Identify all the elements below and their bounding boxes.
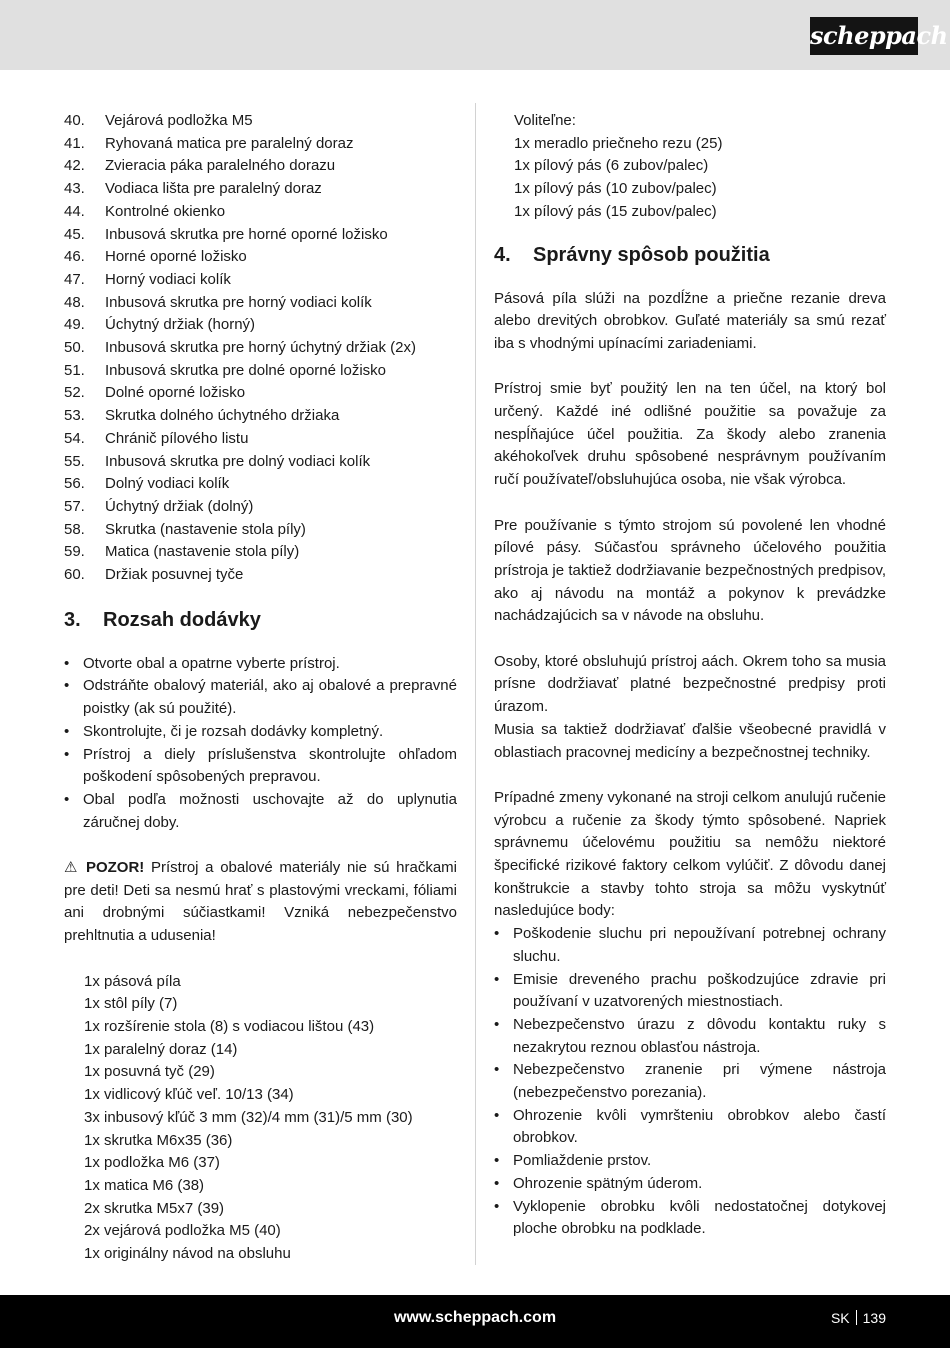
scheppach-logo: scheppach bbox=[810, 17, 918, 55]
optional-accessories bbox=[494, 110, 886, 224]
parts-list-item bbox=[64, 133, 457, 156]
warning-label: ⚠ POZOR! bbox=[64, 859, 145, 877]
parts-list-item bbox=[64, 110, 457, 133]
scope-item: 1x matica M6 (38) bbox=[84, 1176, 205, 1194]
optional-item: 1x meradlo priečneho rezu (25) bbox=[514, 134, 723, 152]
item-label: Úchytný držiak (dolný) bbox=[105, 497, 254, 515]
parts-list-item bbox=[64, 314, 457, 337]
residual-risks-intro: Prípadné zmeny vykonané na stroji celkom anulujú ručenie výrobcu a ručenie za škody týmto spôsobené. Napriek správnemu účelovému použitiu sa nemôžu niektoré špecifické rizikové faktory celkom vylúčiť. Z dôvodu danej konštrukcie a stavby tohto stroja sa môžu vyskytnúť nasledujúce body: bbox=[494, 788, 886, 920]
item-number: 53. bbox=[64, 407, 85, 425]
right-column bbox=[494, 110, 886, 1241]
item-number: 48. bbox=[64, 293, 85, 311]
parts-list-item bbox=[64, 405, 457, 428]
scope-item: 1x podložka M6 (37) bbox=[84, 1154, 220, 1172]
intended-use-paragraph: Osoby, ktoré obsluhujú prístroj aách. Okrem toho sa musia prísne dodržiavať platné bezpečnostné predpisy proti úrazom. bbox=[494, 652, 886, 716]
delivery-scope-list bbox=[64, 971, 457, 1266]
optional-item: 1x pílový pás (6 zubov/palec) bbox=[514, 157, 709, 175]
unpacking-steps-list bbox=[64, 653, 457, 835]
item-number: 59. bbox=[64, 543, 85, 561]
risk-item: • Ohrozenie kvôli vymršteniu obrobkov alebo častí obrobkov. bbox=[494, 1105, 886, 1150]
item-number: 47. bbox=[64, 270, 85, 288]
item-number: 50. bbox=[64, 339, 85, 357]
optional-item: 1x pílový pás (10 zubov/palec) bbox=[514, 180, 717, 198]
item-number: 43. bbox=[64, 180, 85, 198]
item-label: Držiak posuvnej tyče bbox=[105, 566, 244, 584]
list-item: • Skontrolujte, či je rozsah dodávky kompletný. bbox=[64, 721, 457, 744]
section-title: Správny spôsob použitia bbox=[533, 243, 770, 266]
item-label: Horné oporné ložisko bbox=[105, 248, 247, 266]
item-number: 46. bbox=[64, 248, 85, 266]
parts-list-item bbox=[64, 155, 457, 178]
risk-item: • Nebezpečenstvo zranenie pri výmene nástroja (nebezpečenstvo porezania). bbox=[494, 1059, 886, 1104]
risk-item: • Nebezpečenstvo úrazu z dôvodu kontaktu ruky s nezakrytou reznou oblasťou nástroja. bbox=[494, 1014, 886, 1059]
risk-item: • Pomliaždenie prstov. bbox=[494, 1150, 886, 1173]
item-number: 56. bbox=[64, 475, 85, 493]
item-label: Inbusová skrutka pre dolný vodiaci kolík bbox=[105, 452, 371, 470]
item-number: 52. bbox=[64, 384, 85, 402]
parts-list-item bbox=[64, 496, 457, 519]
item-label: Inbusová skrutka pre horný úchytný držiak (2x) bbox=[105, 339, 416, 357]
item-label: Vejárová podložka M5 bbox=[105, 112, 253, 129]
residual-risks-list bbox=[494, 923, 886, 1241]
list-item: • Odstráňte obalový materiál, ako aj obalové a prepravné poistky (ak sú použité). bbox=[64, 675, 457, 720]
website-link[interactable]: www.scheppach.com bbox=[393, 1309, 557, 1326]
item-label: Dolný vodiaci kolík bbox=[105, 475, 230, 493]
page-header bbox=[0, 0, 950, 70]
item-number: 54. bbox=[64, 429, 85, 447]
parts-list-item bbox=[64, 541, 457, 564]
item-label: Inbusová skrutka pre horné oporné ložisko bbox=[105, 225, 388, 243]
parts-list-item bbox=[64, 337, 457, 360]
separator bbox=[856, 1310, 857, 1325]
optional-label: Voliteľne: bbox=[514, 112, 576, 129]
scope-item: 2x vejárová podložka M5 (40) bbox=[84, 1222, 281, 1240]
warning-text: Prístroj a obalové materiály nie sú hračkami pre deti! Deti sa nesmú hrať s plastovými vreckami, fóliami ani drobnými súčiastkami! Vzniká nebezpečenstvo prehltnutia a udusenia! bbox=[64, 859, 458, 945]
intended-use-paragraph: Pre používanie s týmto strojom sú povolené len vhodné pílové pásy. Súčasťou správneho účelového použitia prístroja je taktiež dodržiavanie bezpečnostných predpisov, ako aj návodu na montáž a pokynov k prevádzke nachádzajúcich sa v návode na obsluhu. bbox=[494, 516, 886, 625]
item-label: Kontrolné okienko bbox=[105, 202, 226, 220]
left-column bbox=[64, 110, 457, 1266]
item-label: Horný vodiaci kolík bbox=[105, 270, 231, 288]
item-label: Skrutka dolného úchytného držiaka bbox=[105, 407, 340, 425]
page-footer bbox=[0, 1295, 950, 1348]
item-number: 58. bbox=[64, 520, 85, 538]
item-label: Inbusová skrutka pre horný vodiaci kolík bbox=[105, 293, 372, 311]
parts-list-item bbox=[64, 360, 457, 383]
page-number bbox=[831, 1310, 886, 1326]
warning-triangle-icon: ⚠ bbox=[64, 859, 80, 877]
parts-list-item bbox=[64, 269, 457, 292]
parts-list-item bbox=[64, 428, 457, 451]
risk-item: • Vyklopenie obrobku kvôli nedostatočnej dotykovej ploche obrobku na podklade. bbox=[494, 1196, 886, 1241]
risk-item: • Ohrozenie spätným úderom. bbox=[494, 1173, 886, 1196]
item-number: 60. bbox=[64, 566, 85, 584]
parts-list-item bbox=[64, 473, 457, 496]
parts-list-item bbox=[64, 246, 457, 269]
item-label: Skrutka (nastavenie stola píly) bbox=[105, 520, 306, 538]
parts-list-item bbox=[64, 224, 457, 247]
language-code: SK bbox=[830, 1310, 850, 1326]
parts-list-item bbox=[64, 292, 457, 315]
item-number: 55. bbox=[64, 452, 85, 470]
list-item: • Otvorte obal a opatrne vyberte prístroj. bbox=[64, 653, 457, 676]
parts-list-item bbox=[64, 201, 457, 224]
scope-item: 1x rozšírenie stola (8) s vodiacou lištou (43) bbox=[84, 1017, 375, 1035]
item-label: Ryhovaná matica pre paralelný doraz bbox=[105, 134, 354, 152]
scope-item: 2x skrutka M5x7 (39) bbox=[84, 1199, 225, 1217]
item-label: Dolné oporné ložisko bbox=[105, 384, 246, 402]
item-number: 45. bbox=[64, 225, 85, 243]
parts-list-item bbox=[64, 382, 457, 405]
warning-paragraph bbox=[64, 857, 457, 948]
item-number: 40. bbox=[64, 112, 85, 129]
scope-item: 1x stôl píly (7) bbox=[84, 995, 178, 1013]
parts-list-item bbox=[64, 451, 457, 474]
scope-item: 1x vidlicový kľúč veľ. 10/13 (34) bbox=[84, 1086, 294, 1104]
item-label: Vodiaca lišta pre paralelný doraz bbox=[105, 180, 322, 198]
section-title: Rozsah dodávky bbox=[103, 608, 261, 631]
risk-item: • Emisie dreveného prachu poškodzujúce zdravie pri používaní v uzatvorených miestnostiach. bbox=[494, 969, 886, 1014]
item-label: Chránič pílového listu bbox=[105, 429, 249, 447]
scope-item: 1x paralelný doraz (14) bbox=[84, 1040, 238, 1058]
item-number: 42. bbox=[64, 157, 85, 175]
section-3-heading bbox=[64, 608, 457, 632]
parts-list-item bbox=[64, 178, 457, 201]
list-item: • Prístroj a diely príslušenstva skontrolujte ohľadom poškodení spôsobených prepravou. bbox=[64, 744, 457, 789]
item-number: 44. bbox=[64, 202, 85, 220]
scope-item: 1x pásová píla bbox=[84, 972, 181, 990]
scope-item: 1x posuvná tyč (29) bbox=[84, 1063, 215, 1081]
scope-item: 1x originálny návod na obsluhu bbox=[84, 1245, 291, 1263]
risk-item: • Poškodenie sluchu pri nepoužívaní potrebnej ochrany sluchu. bbox=[494, 923, 886, 968]
section-number: 4. bbox=[494, 243, 511, 266]
parts-list-item bbox=[64, 564, 457, 587]
list-item: • Obal podľa možnosti uschovajte až do uplynutia záručnej doby. bbox=[64, 789, 457, 834]
parts-list-item bbox=[64, 519, 457, 542]
intended-use-paragraph: Pásová píla slúži na pozdĺžne a priečne rezanie dreva alebo drevitých obrobkov. Guľaté materiály sa smú rezať iba s vhodnými upínacími zariadeniami. bbox=[494, 289, 886, 352]
item-label: Inbusová skrutka pre dolné oporné ložisko bbox=[105, 361, 387, 379]
column-divider bbox=[475, 103, 476, 1265]
page-number-value: 139 bbox=[862, 1310, 886, 1326]
item-number: 41. bbox=[64, 134, 85, 152]
intended-use-paragraph: Musia sa taktiež dodržiavať ďalšie všeobecné pravidlá v oblastiach pracovnej medicíny a bezpečnostnej techniky. bbox=[494, 720, 886, 761]
intended-use-paragraph: Prístroj smie byť použitý len na ten účel, na ktorý bol určený. Každé iné odlišné použitie sa považuje za nespĺňajúce účel použitia. Za škody alebo zranenia akéhokoľvek druhu spôsobené nesprávnym používaním ručí používateľ/obsluhujúca osoba, nie však výrobca. bbox=[494, 380, 886, 489]
scope-item: 3x inbusový kľúč 3 mm (32)/4 mm (31)/5 mm (30) bbox=[84, 1108, 413, 1126]
item-number: 51. bbox=[64, 361, 85, 379]
section-4-heading bbox=[494, 243, 886, 267]
item-number: 49. bbox=[64, 316, 85, 334]
item-label: Matica (nastavenie stola píly) bbox=[105, 543, 300, 561]
scope-item: 1x skrutka M6x35 (36) bbox=[84, 1131, 233, 1149]
parts-list bbox=[64, 110, 457, 587]
item-label: Zvieracia páka paralelného dorazu bbox=[105, 157, 336, 175]
item-label: Úchytný držiak (horný) bbox=[105, 316, 256, 334]
section-number: 3. bbox=[64, 608, 81, 631]
optional-item: 1x pílový pás (15 zubov/palec) bbox=[514, 202, 717, 220]
item-number: 57. bbox=[64, 497, 85, 515]
